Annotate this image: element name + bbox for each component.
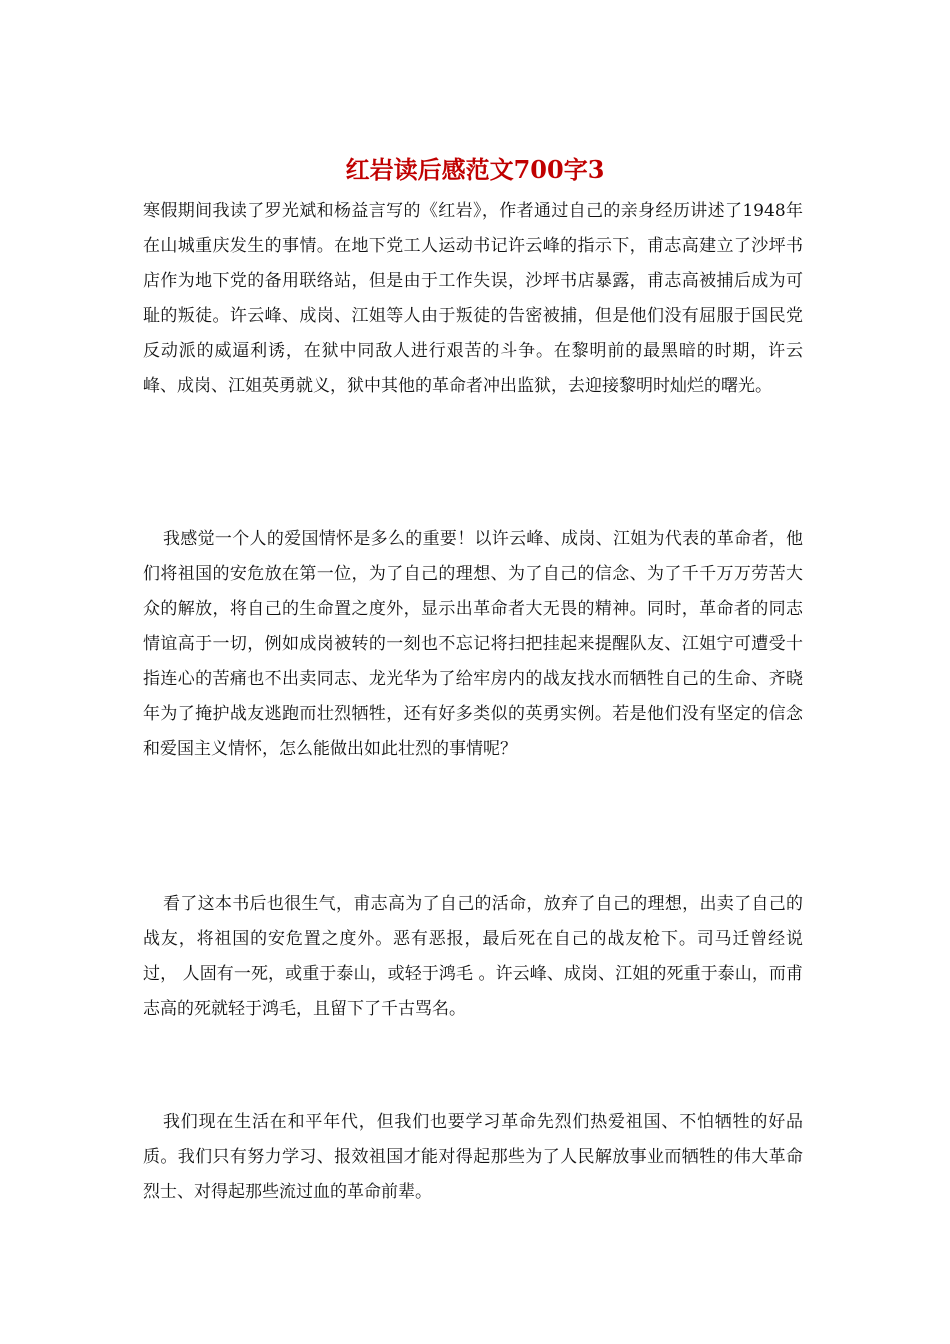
document-title: 红岩读后感范文700字3 — [345, 155, 605, 184]
paragraph-3: 看了这本书后也很生气，甫志高为了自己的活命，放弃了自己的理想，出卖了自己的战友，将祖国的安危置之度外。恶有恶报，最后死在自己的战友枪下。司马迁曾经说过， 人固有一死，或重于泰山，或轻于鸿毛 。许云峰、成岗、江姐的死重于泰山，而甫志高的死就轻于鸿毛，且留下了千古骂名。 — [143, 894, 803, 1019]
paragraph-4: 我们现在生活在和平年代，但我们也要学习革命先烈们热爱祖国、不怕牺牲的好品质。我们只有努力学习、报效祖国才能对得起那些为了人民解放事业而牺牲的伟大革命烈士、对得起那些流过血的革命前辈。 — [143, 1112, 803, 1202]
paragraph-2: 我感觉一个人的爱国情怀是多么的重要！以许云峰、成岗、江姐为代表的革命者，他们将祖国的安危放在第一位，为了自己的理想、为了自己的信念、为了千千万万劳苦大众的解放，将自己的生命置之度外，显示出革命者大无畏的精神。同时，革命者的同志情谊高于一切，例如成岗被转的一刻也不忘记将扫把挂起来提醒队友、江姐宁可遭受十指连心的苦痛也不出卖同志、龙光华为了给牢房内的战友找水而牺牲自己的生命、齐晓年为了掩护战友逃跑而壮烈牺牲，还有好多类似的英勇实例。若是他们没有坚定的信念和爱国主义情怀，怎么能做出如此壮烈的事情呢？ — [143, 529, 803, 759]
paragraph-1: 寒假期间我读了罗光斌和杨益言写的《红岩》，作者通过自己的亲身经历讲述了1948年在山城重庆发生的事情。在地下党工人运动书记许云峰的指示下，甫志高建立了沙坪书店作为地下党的备用联络站，但是由于工作失误，沙坪书店暴露，甫志高被捕后成为可耻的叛徒。许云峰、成岗、江姐等人由于叛徒的告密被捕，但是他们没有屈服于国民党反动派的威逼利诱，在狱中同敌人进行艰苦的斗争。在黎明前的最黑暗的时期，许云峰、成岗、江姐英勇就义，狱中其他的革命者冲出监狱，去迎接黎明时灿烂的曙光。 — [143, 201, 803, 396]
